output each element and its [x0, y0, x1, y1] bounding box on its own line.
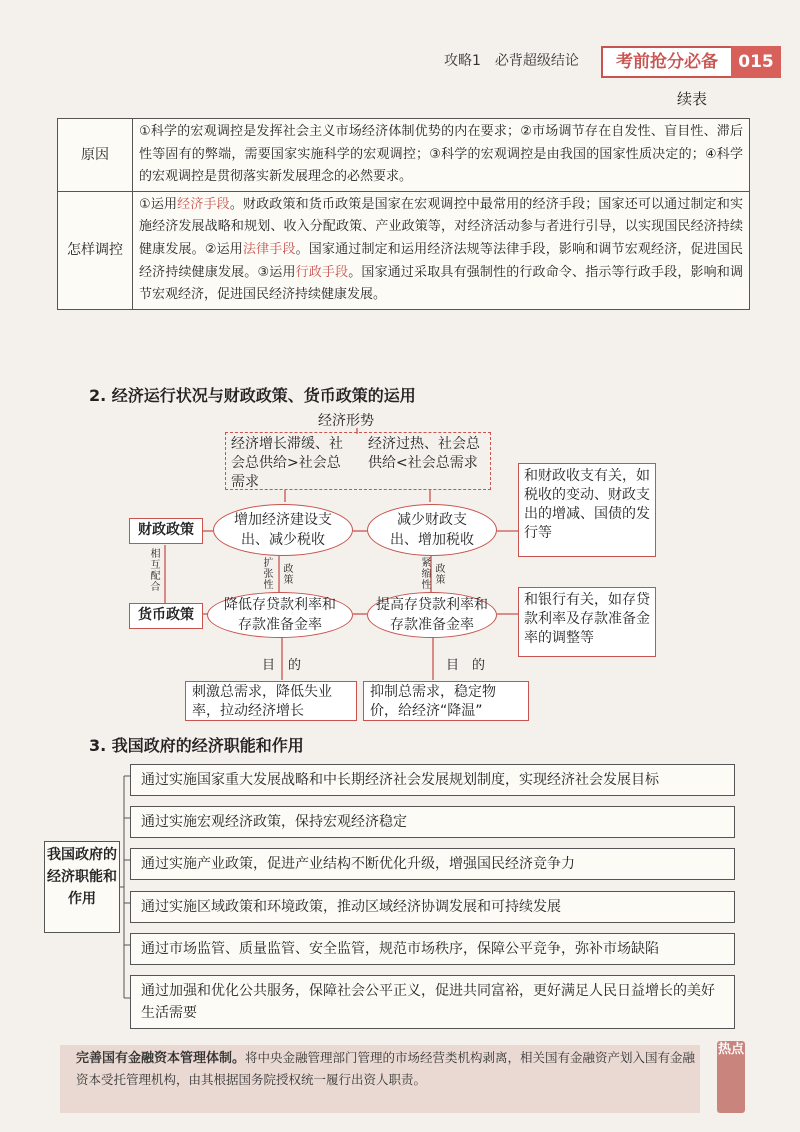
fiscal-note: 和财政收支有关，如税收的变动、财政支出的增减、国债的发行等 — [518, 463, 656, 557]
goal-right: 抑制总需求，稳定物价，给经济“降温” — [363, 681, 529, 721]
function-item: 通过实施产业政策，促进产业结构不断优化升级，增强国民经济竞争力 — [130, 848, 735, 880]
purpose-right: 目 的 — [446, 658, 486, 673]
row-text-how: ①运用经济手段。财政政策和货币政策是国家在宏观调控中最常用的经济手段；国家还可以通过制定和实施经济发展战略和规划、收入分配政策、产业政策等，对经济活动参与者进行引导，以实现国民经济持续健康发展。②运用法律手段。国家通过制定和运用经济法规等法律手段，影响和调节宏观经济，促进国民经济持续健康发展。③运用行政手段。国家通过采取具有强制性的行政命令、指示等行政手段，影响和调节宏观经济，促进国民经济持续健康发展。 — [133, 191, 750, 309]
row-head-how: 怎样调控 — [58, 191, 133, 309]
fiscal-policy-label: 财政政策 — [129, 518, 203, 544]
section-tag: 考前抢分必备 — [601, 46, 733, 78]
highlight-admin: 行政手段 — [295, 264, 349, 280]
highlight-economic: 经济手段 — [177, 196, 230, 212]
gov-function-label: 我国政府的经济职能和作用 — [44, 841, 120, 933]
policy-label-right: 政策 — [435, 564, 446, 586]
fiscal-expansive: 增加经济建设支出、减少税收 — [213, 504, 353, 556]
function-item: 通过实施区域政策和环境政策，推动区域经济协调发展和可持续发展 — [130, 891, 735, 923]
fiscal-contractive: 减少财政支出、增加税收 — [367, 504, 497, 556]
function-item: 通过实施国家重大发展战略和中长期经济社会发展规划制度，实现经济社会发展目标 — [130, 764, 735, 796]
policy-label-left: 政策 — [283, 564, 294, 586]
section3-title: 3. 我国政府的经济职能和作用 — [89, 736, 304, 755]
goal-left: 刺激总需求，降低失业率，拉动经济增长 — [185, 681, 357, 721]
mutual-cooperation: 相互配合 — [150, 549, 161, 593]
row-head-reason: 原因 — [58, 119, 133, 192]
function-item: 通过加强和优化公共服务，保障社会公平正义，促进共同富裕，更好满足人民日益增长的美好生活需要 — [130, 975, 735, 1029]
economic-situation-label: 经济形势 — [318, 413, 374, 429]
left-situation: 经济增长滞缓、社会总供给>社会总需求 — [231, 436, 343, 490]
table-continued: 续表 — [677, 90, 708, 108]
section2-title: 2. 经济运行状况与财政政策、货币政策的运用 — [89, 386, 416, 405]
footer-text: 完善国有金融资本管理体制。将中央金融管理部门管理的市场经营类机构剥离，相关国有金融资产划入国有金融资本受托管理机构，由其根据国务院授权统一履行出资人职责。 — [76, 1050, 696, 1087]
purpose-left: 目 的 — [262, 658, 302, 673]
monetary-policy-label: 货币政策 — [129, 603, 203, 629]
function-item: 通过实施宏观经济政策，保持宏观经济稳定 — [130, 806, 735, 838]
running-header: 攻略1 必背超级结论 — [444, 53, 579, 69]
row-text-reason: ①科学的宏观调控是发挥社会主义市场经济体制优势的内在要求；②市场调节存在自发性、盲目性、滞后性等固有的弊端，需要国家实施科学的宏观调控；③科学的宏观调控是由我国的国家性质决定的；④科学的宏观调控是贯彻落实新发展理念的必然要求。 — [133, 119, 750, 192]
right-situation: 经济过热、社会总供给<社会总需求 — [368, 436, 480, 471]
page-number: 015 — [731, 46, 781, 78]
highlight-legal: 法律手段 — [242, 241, 296, 257]
contractive-label: 紧缩性 — [421, 558, 432, 591]
monetary-contractive: 提高存贷款利率和存款准备金率 — [367, 592, 497, 638]
monetary-note: 和银行有关，如存贷款利率及存款准备金率的调整等 — [518, 587, 656, 657]
expansive-label: 扩张性 — [263, 558, 274, 591]
footer-side-tag: 热点 — [717, 1041, 745, 1113]
monetary-expansive: 降低存贷款利率和存款准备金率 — [207, 592, 353, 638]
function-item: 通过市场监管、质量监管、安全监管，规范市场秩序，保障公平竞争，弥补市场缺陷 — [130, 933, 735, 965]
